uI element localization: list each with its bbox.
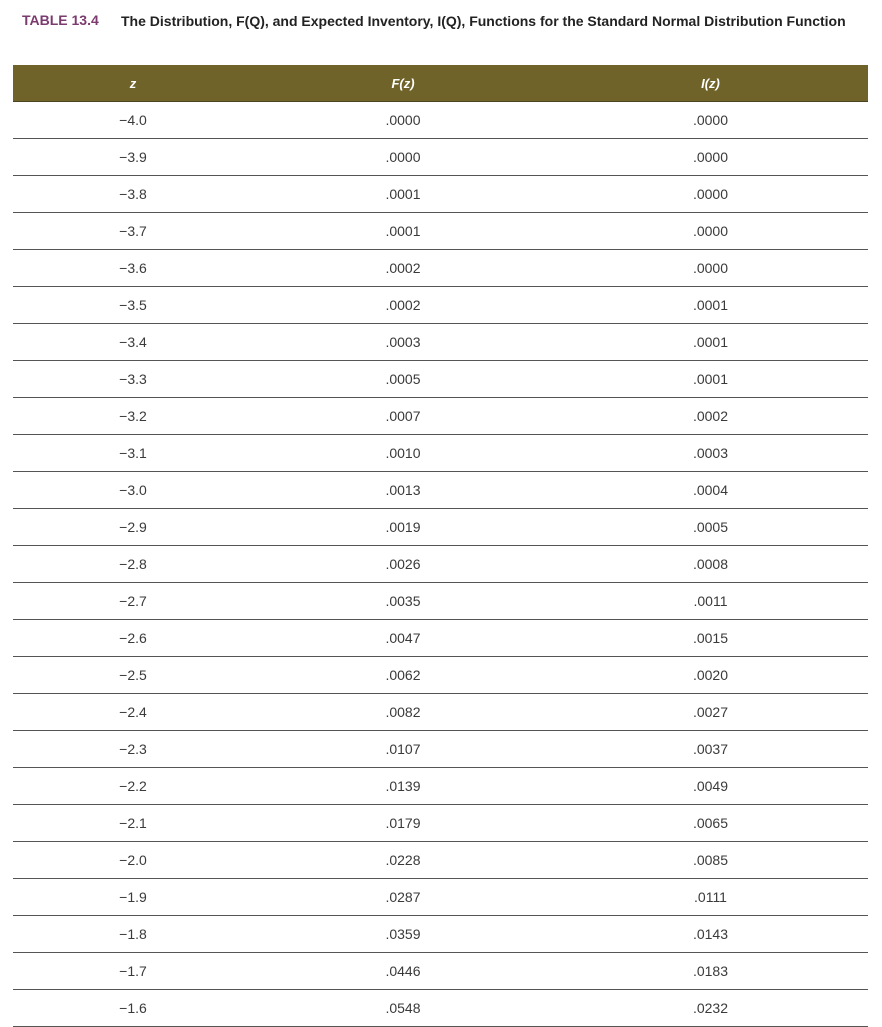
table-row [13,102,868,139]
cell-i-of-z: .0049 [553,768,868,805]
table-header [13,65,868,102]
cell-z: −3.0 [13,472,253,509]
table-row [13,250,868,287]
table-body [13,102,868,1027]
cell-z: −2.8 [13,546,253,583]
table-row [13,139,868,176]
cell-f-of-z: .0010 [253,435,553,472]
table-row [13,842,868,879]
cell-i-of-z: .0000 [553,139,868,176]
cell-f-of-z: .0107 [253,731,553,768]
cell-z: −3.5 [13,287,253,324]
column-header-f-of-z: F(z) [253,65,553,102]
cell-f-of-z: .0359 [253,916,553,953]
table-row [13,509,868,546]
table-row [13,879,868,916]
cell-i-of-z: .0111 [553,879,868,916]
cell-z: −3.9 [13,139,253,176]
table-row [13,546,868,583]
cell-z: −4.0 [13,102,253,139]
table-row [13,694,868,731]
table-row [13,287,868,324]
cell-f-of-z: .0035 [253,583,553,620]
cell-f-of-z: .0228 [253,842,553,879]
cell-z: −2.0 [13,842,253,879]
cell-i-of-z: .0085 [553,842,868,879]
cell-i-of-z: .0020 [553,657,868,694]
cell-f-of-z: .0287 [253,879,553,916]
cell-f-of-z: .0019 [253,509,553,546]
cell-z: −1.7 [13,953,253,990]
cell-z: −2.5 [13,657,253,694]
cell-z: −3.4 [13,324,253,361]
cell-z: −3.8 [13,176,253,213]
cell-z: −2.4 [13,694,253,731]
cell-z: −2.7 [13,583,253,620]
cell-i-of-z: .0001 [553,361,868,398]
cell-i-of-z: .0005 [553,509,868,546]
cell-i-of-z: .0004 [553,472,868,509]
distribution-table-container [13,65,868,1027]
table-row [13,953,868,990]
cell-f-of-z: .0446 [253,953,553,990]
distribution-table [13,65,868,1027]
cell-z: −2.1 [13,805,253,842]
cell-f-of-z: .0013 [253,472,553,509]
table-title: The Distribution, F(Q), and Expected Inventory, I(Q), Functions for the Standard Normal Distribution Function [121,13,846,29]
cell-f-of-z: .0007 [253,398,553,435]
column-header-z: z [13,65,253,102]
cell-f-of-z: .0000 [253,102,553,139]
table-caption [22,10,862,56]
table-row [13,213,868,250]
table-row [13,435,868,472]
cell-i-of-z: .0003 [553,435,868,472]
cell-z: −2.9 [13,509,253,546]
cell-z: −3.7 [13,213,253,250]
table-number-label: TABLE 13.4 [22,12,99,28]
cell-i-of-z: .0011 [553,583,868,620]
cell-z: −3.6 [13,250,253,287]
table-row [13,916,868,953]
cell-i-of-z: .0001 [553,287,868,324]
table-row [13,176,868,213]
cell-z: −1.8 [13,916,253,953]
table-row [13,657,868,694]
cell-f-of-z: .0001 [253,213,553,250]
table-row [13,620,868,657]
cell-i-of-z: .0232 [553,990,868,1027]
table-row [13,731,868,768]
cell-i-of-z: .0002 [553,398,868,435]
table-row [13,324,868,361]
cell-i-of-z: .0000 [553,213,868,250]
cell-f-of-z: .0002 [253,250,553,287]
cell-z: −2.6 [13,620,253,657]
cell-z: −3.3 [13,361,253,398]
table-row [13,361,868,398]
cell-i-of-z: .0065 [553,805,868,842]
cell-f-of-z: .0062 [253,657,553,694]
cell-z: −1.6 [13,990,253,1027]
cell-f-of-z: .0139 [253,768,553,805]
cell-z: −3.1 [13,435,253,472]
cell-f-of-z: .0002 [253,287,553,324]
header-row [13,65,868,102]
cell-f-of-z: .0082 [253,694,553,731]
cell-i-of-z: .0015 [553,620,868,657]
table-row [13,398,868,435]
cell-i-of-z: .0143 [553,916,868,953]
table-row [13,990,868,1027]
cell-z: −3.2 [13,398,253,435]
cell-f-of-z: .0026 [253,546,553,583]
cell-f-of-z: .0000 [253,139,553,176]
table-row [13,472,868,509]
cell-i-of-z: .0000 [553,176,868,213]
cell-f-of-z: .0047 [253,620,553,657]
cell-i-of-z: .0008 [553,546,868,583]
column-header-i-of-z: I(z) [553,65,868,102]
cell-i-of-z: .0000 [553,250,868,287]
cell-i-of-z: .0183 [553,953,868,990]
table-row [13,805,868,842]
table-row [13,768,868,805]
cell-i-of-z: .0037 [553,731,868,768]
cell-i-of-z: .0001 [553,324,868,361]
cell-i-of-z: .0027 [553,694,868,731]
cell-f-of-z: .0001 [253,176,553,213]
table-row [13,583,868,620]
cell-z: −1.9 [13,879,253,916]
cell-f-of-z: .0179 [253,805,553,842]
cell-f-of-z: .0003 [253,324,553,361]
cell-f-of-z: .0005 [253,361,553,398]
cell-f-of-z: .0548 [253,990,553,1027]
cell-z: −2.3 [13,731,253,768]
cell-i-of-z: .0000 [553,102,868,139]
cell-z: −2.2 [13,768,253,805]
